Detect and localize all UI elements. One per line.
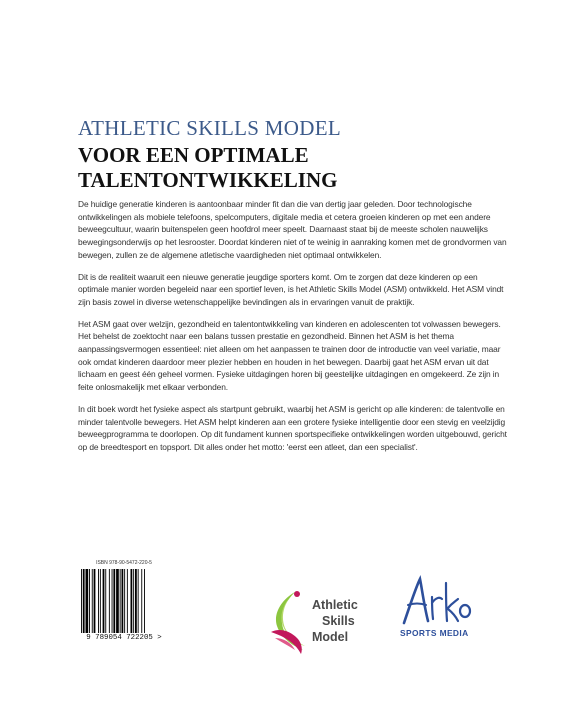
barcode-bar (112, 569, 113, 633)
barcode-bar (81, 569, 82, 633)
barcode-bar (135, 569, 137, 633)
barcode-bar (105, 569, 106, 633)
barcode-bar (141, 569, 142, 633)
asm-word-skills: Skills (322, 614, 355, 628)
barcode-bar (124, 569, 125, 633)
barcode-bar (138, 569, 139, 633)
isbn-barcode (78, 560, 170, 644)
athletic-skills-model-logo (265, 588, 395, 658)
cover-title-line3: TALENTONTWIKKELING (78, 168, 338, 192)
barcode-bar (133, 569, 134, 633)
barcode-bars (81, 569, 167, 633)
barcode-bar (127, 569, 128, 633)
barcode-bar (92, 569, 93, 633)
barcode-bar (98, 569, 99, 633)
barcode-bar (131, 569, 133, 633)
cover-title-line1: ATHLETIC SKILLS MODEL (78, 116, 341, 140)
barcode-bar (120, 569, 121, 633)
arko-tagline: SPORTS MEDIA (400, 628, 469, 638)
blurb-paragraph-4: In dit boek wordt het fysieke aspect als startpunt gebruikt, waarbij het ASM is gericht op alle kinderen: de talentvolle en minder talentvolle bewegers. Het ASM helpt kinderen aan een grotere fysieke intelligentie door een stevig en veelzijdig beweegprogramma te doorlopen. Op dit fundament kunnen sportspecifieke ontwikkelingen worden uitgebouwd, gericht op de breedtesport en topsport. Dit alles onder het motto: 'eerst een atleet, dan een specialist'. (78, 403, 507, 452)
asm-word-model: Model (312, 630, 349, 644)
barcode-bar (100, 569, 101, 633)
arko-sports-media-logo (396, 575, 476, 645)
asm-word-athletic: Athletic (312, 598, 358, 612)
barcode-bar (122, 569, 124, 633)
barcode-bar (86, 569, 89, 633)
barcode-bar (109, 569, 110, 633)
cover-title-line2: VOOR EEN OPTIMALE (78, 143, 309, 167)
blurb-paragraph-1: De huidige generatie kinderen is aantoonbaar minder fit dan die van dertig jaar geleden. Door technologische ontwikkelingen als mobiele telefoons, spelcomputers, digitale media et cetera groeien kinderen op met een andere beweegcultuur, waarin buitenspelen geen hoofdrol meer speelt. Daarnaast staat bij de meeste scholen nauwelijks bewegingsonderwijs op het lesrooster. Doordat kinderen niet of te weinig in aanraking komen met de grondvormen van bewegen, zullen ze de algemene atletische vaardigheden niet optimaal ontwikkelen. (78, 199, 507, 260)
barcode-number: 9 789054 722205 > (86, 634, 162, 642)
barcode-bar (89, 569, 90, 633)
barcode-bar (144, 569, 145, 633)
asm-figure-icon (265, 588, 311, 656)
blurb-text (78, 198, 510, 463)
arko-script-logo (398, 575, 472, 627)
blurb-paragraph-3: Het ASM gaat over welzijn, gezondheid en talentontwikkeling van kinderen en adolescenten tot volwassen bewegers. Het behelst de zoektocht naar een balans tussen prestatie en gezondheid. Binnen het ASM is het thema aanpassingsvermogen essentieel: niet alleen om het aanpassen te trainen door de introductie van veel variatie, maar ook omdat kinderen daardoor meer plezier hebben en houden in het bewegen. Daarbij gaat het ASM ervan uit dat lichaam en geest één geheel vormen. Fysieke uitdagingen horen bij geestelijke uitdagingen en omgekeerd. Ze zijn in feite onlosmakelijk met elkaar verbonden. (78, 318, 501, 393)
barcode-bar (94, 569, 96, 633)
isbn-label: ISBN 978-90-5472-220-5 (96, 560, 152, 566)
barcode-bar (116, 569, 119, 633)
blurb-paragraph-2: Dit is de realiteit waaruit een nieuwe generatie jeugdige sporters komt. Om te zorgen dat deze kinderen op een optimale manier worden begeleid naar een sportief leven, is het Athletic Skills Model (ASM) ontwikkeld. Het ASM vindt zijn basis zowel in diverse wetenschappelijke bevindingen als in ervaringen vanuit de praktijk. (78, 271, 504, 307)
barcode-bar (103, 569, 105, 633)
barcode-bar (83, 569, 85, 633)
asm-wordmark (312, 597, 358, 645)
barcode-bar (113, 569, 115, 633)
